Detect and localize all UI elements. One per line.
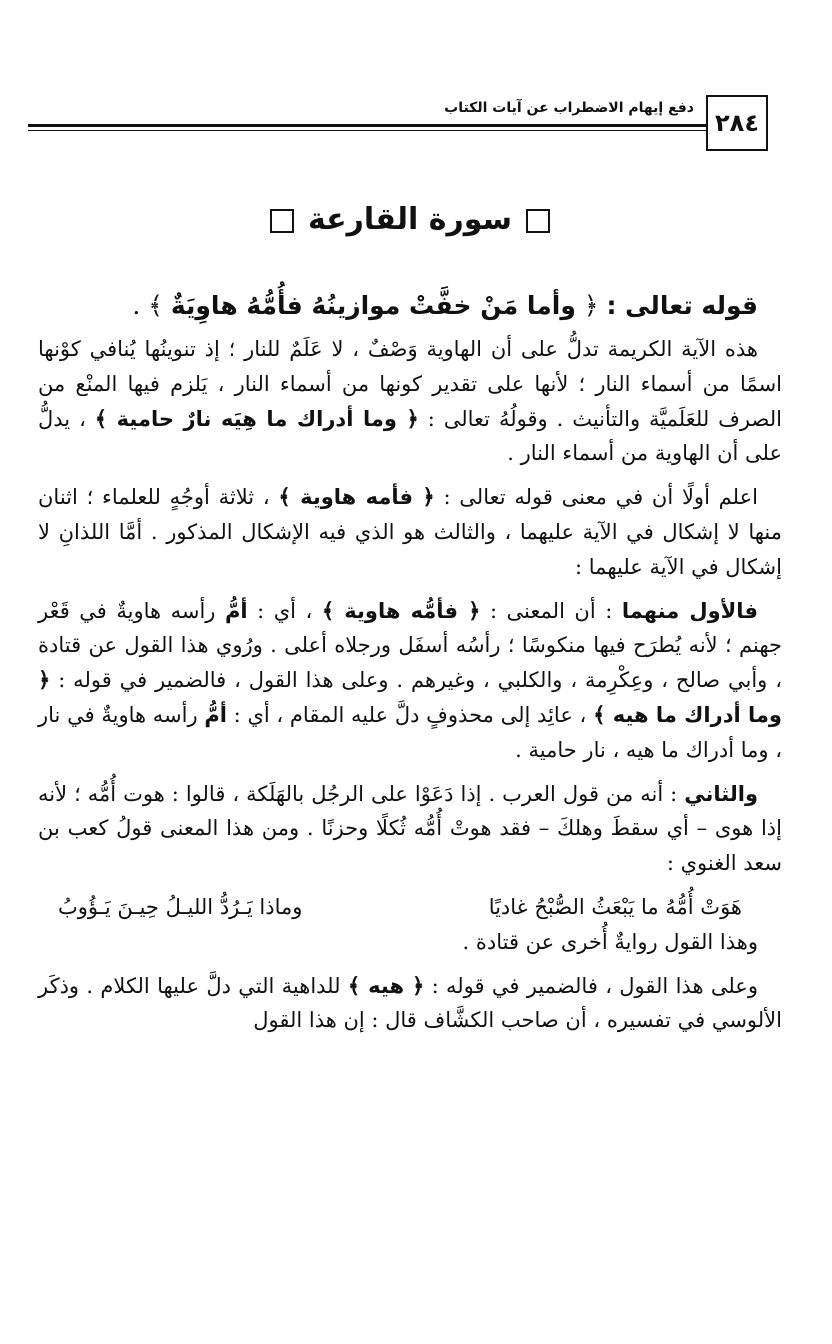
quranic-quote: ﴿ هيه ﴾ (347, 973, 425, 998)
emphasis-word: أمُّ (224, 598, 248, 623)
page-body (38, 190, 782, 1320)
quranic-quote: ﴿ وما أدراك ما هِيَه نارٌ حامية ﴾ (94, 406, 419, 431)
quranic-quote: ﴿ فأمه هاوية ﴾ (278, 485, 435, 510)
square-ornament-icon (526, 209, 550, 233)
paragraph-text: وهذا القول روايةٌ أُخرى عن قتادة . (462, 929, 758, 954)
paragraph-6 (38, 969, 782, 1039)
paragraph-lead: فالأول منهما (621, 598, 758, 623)
paragraph-text: : أن المعنى : (489, 598, 613, 623)
paragraph-text: رأسه هاويةٌ في نار ، وما أدراك ما هيه ، نار حامية . (38, 702, 782, 762)
quote-lead: قوله تعالى : (606, 291, 758, 320)
surah-heading (38, 190, 782, 250)
header-rule-thick (28, 124, 706, 127)
verse-quote-line (38, 284, 782, 328)
quote-text: وأما مَنْ خفَّتْ موازينُهُ فأُمُّهُ هاوِيَةٌ (170, 291, 576, 320)
paragraph-5 (38, 925, 782, 960)
paragraph-text: وعلى هذا القول ، فالضمير في قوله : (431, 973, 758, 998)
paragraph-text: ، ثلاثة أوجُهٍ للعلماء ؛ اثنان منها لا إشكال في الآية عليهما ، والثالث هو الذي فيه الإشكال المذكور . أمَّا اللذانِ لا إشكال في الآية عليهما : (38, 485, 782, 579)
quranic-quote: ﴿ فأمُّه هاوية ﴾ (321, 598, 481, 623)
running-header-title: دفع إيهام الاضطراب عن آيات الكتاب (444, 100, 694, 116)
paragraph-text: ، أي : (257, 598, 313, 623)
paragraph-text: رأسه هاويةٌ في قَعْر جهنم ؛ لأنه يُطرَح فيها منكوسًا ؛ رأسُه أسفَل ورجلاه أعلى . ورُوي هذا القول عن قتادة ، وأبي صالح ، وعِكْرِمة ، والكلبي ، وغيرهم . وعلى هذا القول ، فالضمير في قوله : (38, 598, 782, 693)
paragraph-lead: والثاني (684, 781, 758, 806)
paragraph-1 (38, 332, 782, 471)
poetry-verse (38, 890, 782, 925)
page-number: ٢٨٤ (706, 95, 768, 151)
paragraph-text: : أنه من قول العرب . إذا دَعَوْا على الرجُل بالهَلَكة ، قالوا : هوت أُمُّه ؛ لأنه إذا هوى – أي سقطَ وهلكَ – فقد هوتْ أُمُّه ثُكلًا وحزنًا . ومن هذا المعنى قولُ كعب بن سعد الغنوي : (38, 781, 782, 876)
paragraph-text: للداهية التي دلَّ عليها الكلام . وذكَر الألوسي في تفسيره ، أن صاحب الكشَّاف قال : إن هذا القول (38, 973, 782, 1033)
paragraph-3 (38, 594, 782, 768)
header-rule-thin (28, 130, 706, 131)
square-ornament-icon (270, 209, 294, 233)
quranic-quote: ﴿ وما أدراك ما هيه ﴾ (38, 668, 782, 727)
paragraph-text: ، يدلُّ على أن الهاوية من أسماء النار . (38, 406, 782, 466)
paragraph-4 (38, 777, 782, 881)
paragraph-text: اعلم أولًا أن في معنى قوله تعالى : (443, 485, 758, 510)
verse-hemistich-2: وماذا يَـرُدُّ الليـلُ حِيـنَ يَـؤُوبُ (58, 894, 303, 919)
paragraph-text: هذه الآية الكريمة تدلُّ على أن الهاوية وَصْفٌ ، لا عَلَمٌ للنار ؛ إذ تنوينُها يُنافي كوْنها اسمًا من أسماء النار ؛ لأنها على تقدير كونها من أسماء النار ، يَلزم فيها المنْع من الصرف للعَلَميَّة والتأنيث . وقولُهُ تعالى : (38, 337, 782, 431)
verse-hemistich-1: هَوَتْ أُمُّهُ ما يَبْعَثُ الصُّبْحُ غاديًا (488, 894, 742, 919)
paragraph-text: ، عائِد إلى محذوفٍ دلَّ عليه المقام ، أي : (233, 702, 587, 727)
paragraph-2 (38, 480, 782, 584)
surah-title: سورة القارعة (307, 202, 513, 237)
quote-open-bracket: ﴿ (583, 291, 599, 320)
quote-close-bracket: ﴾ . (132, 291, 163, 320)
emphasis-word: أمُّ (204, 702, 227, 727)
